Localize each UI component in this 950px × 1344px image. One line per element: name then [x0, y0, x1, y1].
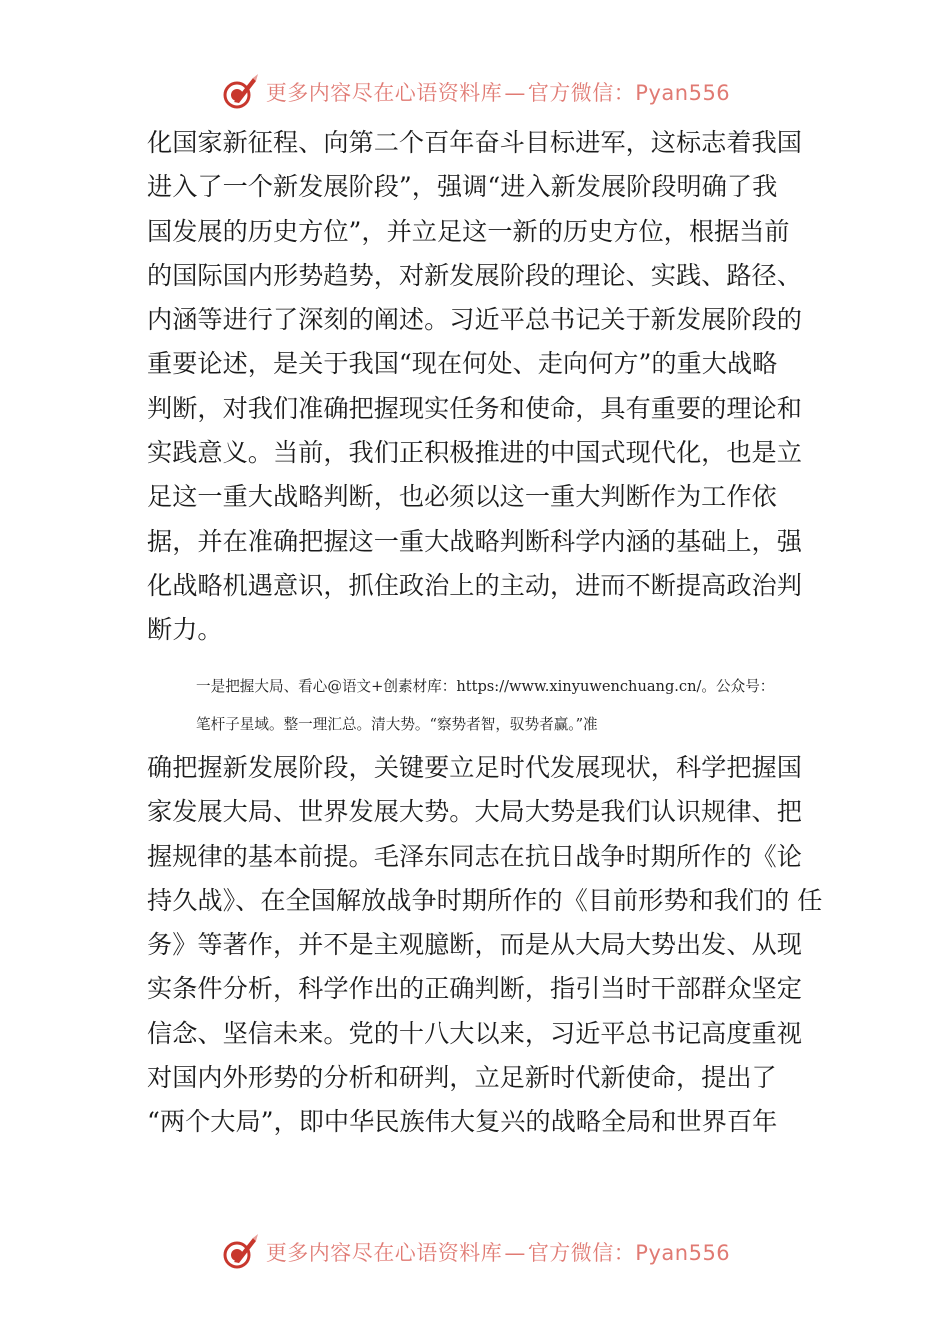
text-line: 握规律的基本前提。毛泽东同志在抗日战争时期所作的《论	[147, 841, 802, 871]
paragraph-1	[147, 121, 817, 653]
text-line: 的国际国内形势趋势，对新发展阶段的理论、实践、路径、	[147, 260, 802, 290]
header-banner-text	[266, 77, 730, 107]
source-note-line-2: 笔杆子星域。整一理汇总。清大势。“察势者智，驭势者赢。”准	[196, 716, 598, 733]
text-line: 内涵等进行了深刻的阐述。习近平总书记关于新发展阶段的	[147, 305, 802, 335]
source-note-line-1: 一是把握大局、看心@语文+创素材库：https://www.xinyuwenchuang.cn/。公众号：	[196, 678, 775, 695]
footer-contact-text: 官方微信：Pyan556	[527, 1241, 731, 1265]
text-line: 信念、坚信未来。党的十八大以来，习近平总书记高度重视	[147, 1018, 802, 1048]
text-line: “两个大局”，即中华民族伟大复兴的战略全局和世界百年	[147, 1107, 778, 1137]
text-line: 持久战》、在全国解放战争时期所作的《目前形势和我们的 任	[147, 885, 823, 915]
paragraph-2	[147, 746, 823, 1145]
header-separator: —	[504, 81, 526, 105]
footer-separator: —	[504, 1241, 526, 1265]
footer-brand-text: 更多内容尽在心语资料库	[265, 1241, 503, 1265]
footer-banner-text	[266, 1237, 730, 1267]
text-line: 化国家新征程、向第二个百年奋斗目标进军，这标志着我国	[147, 128, 802, 157]
footer-banner	[0, 1230, 950, 1274]
text-line: 实践意义。当前，我们正积极推进的中国式现代化，也是立	[147, 438, 802, 468]
text-line: 判断，对我们准确把握现实任务和使命，具有重要的理论和	[147, 393, 802, 423]
text-line: 对国内外形势的分析和研判，立足新时代新使命，提出了	[147, 1063, 777, 1093]
text-line: 足这一重大战略判断，也必须以这一重大判断作为工作依	[147, 482, 777, 512]
quill-logo-icon	[220, 1232, 260, 1272]
text-line: 务》等著作，并不是主观臆断，而是从大局大势出发、从现	[147, 930, 802, 960]
header-brand-text: 更多内容尽在心语资料库	[265, 81, 503, 105]
quill-logo-icon	[220, 72, 260, 112]
text-line: 重要论述，是关于我国“现在何处、走向何方”的重大战略	[147, 349, 778, 379]
text-line: 确把握新发展阶段，关键要立足时代发展现状，科学把握国	[147, 753, 802, 782]
text-line: 化战略机遇意识，抓住政治上的主动，进而不断提高政治判	[147, 570, 802, 600]
header-banner	[0, 70, 950, 114]
text-line: 进入了一个新发展阶段”，强调“进入新发展阶段明确了我	[147, 172, 778, 202]
text-line: 据，并在准确把握这一重大战略判断科学内涵的基础上，强	[147, 526, 802, 556]
text-line: 断力。	[147, 615, 223, 645]
text-line: 国发展的历史方位”，并立足这一新的历史方位，根据当前	[147, 216, 790, 246]
text-line: 家发展大局、世界发展大势。大局大势是我们认识规律、把	[147, 797, 802, 827]
text-line: 实条件分析，科学作出的正确判断，指引当时干部群众坚定	[147, 974, 802, 1004]
header-contact-text: 官方微信：Pyan556	[527, 81, 731, 105]
